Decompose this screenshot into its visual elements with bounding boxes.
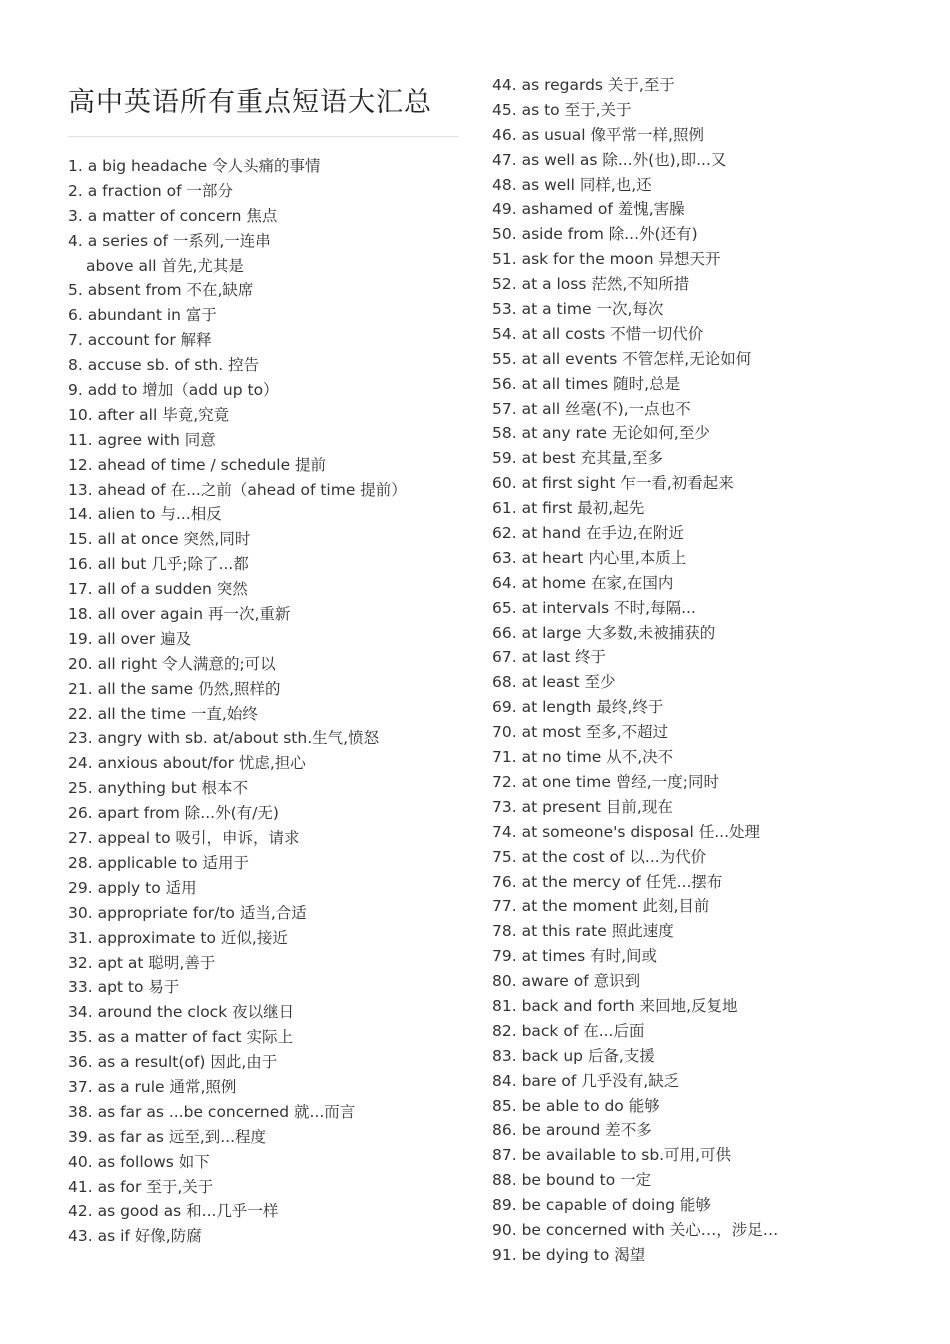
phrase-entry: 6. abundant in 富于	[68, 306, 217, 325]
phrase-entry: 81. back and forth 来回地,反复地	[492, 996, 738, 1015]
phrase-entry: 19. all over 遍及	[68, 629, 192, 648]
phrase-entry: 91. be dying to 渴望	[492, 1245, 646, 1264]
phrase-entry: 68. at least 至少	[492, 673, 616, 692]
phrase-entry: 4. a series of 一系列,一连串	[68, 231, 271, 250]
phrase-entry: 72. at one time 曾经,一度;同时	[492, 772, 719, 791]
phrase-entry: 44. as regards 关于,至于	[492, 76, 675, 94]
phrase-entry: 11. agree with 同意	[68, 430, 216, 449]
phrase-entry: 18. all over again 再一次,重新	[68, 605, 291, 624]
phrase-entry: 34. around the clock 夜以继日	[68, 1003, 295, 1022]
phrase-entry: 82. back of 在...后面	[492, 1021, 645, 1040]
phrase-entry: 60. at first sight 乍一看,初看起来	[492, 474, 734, 493]
phrase-entry: 56. at all times 随时,总是	[492, 374, 681, 393]
phrase-entry: 9. add to 增加（add up to）	[68, 381, 279, 400]
phrase-entry: 73. at present 目前,现在	[492, 797, 673, 816]
phrase-entry: 75. at the cost of 以...为代价	[492, 847, 707, 866]
phrase-entry: 30. appropriate for/to 适当,合适	[68, 903, 307, 922]
phrase-entry: 66. at large 大多数,未被捕获的	[492, 623, 716, 642]
phrase-entry: 67. at last 终于	[492, 648, 606, 667]
phrase-list-left	[68, 154, 478, 1249]
phrase-entry: 79. at times 有时,间或	[492, 947, 658, 966]
phrase-entry: 24. anxious about/for 忧虑,担心	[68, 754, 306, 773]
phrase-entry: 85. be able to do 能够	[492, 1096, 660, 1115]
phrase-entry: 12. ahead of time / schedule 提前	[68, 455, 327, 474]
phrase-entry: 57. at all 丝毫(不),一点也不	[492, 399, 691, 418]
phrase-entry: 1. a big headache 令人头痛的事情	[68, 157, 321, 175]
phrase-entry: 2. a fraction of 一部分	[68, 181, 233, 200]
phrase-entry: 69. at length 最终,终于	[492, 698, 664, 717]
phrase-entry: 29. apply to 适用	[68, 878, 197, 897]
phrase-entry: 63. at heart 内心里,本质上	[492, 548, 687, 567]
phrase-entry: 71. at no time 从不,决不	[492, 748, 674, 767]
phrase-entry: 17. all of a sudden 突然	[68, 580, 248, 599]
phrase-entry: 28. applicable to 适用于	[68, 853, 249, 872]
phrase-entry: 21. all the same 仍然,照样的	[68, 679, 281, 698]
phrase-entry: 22. all the time 一直,始终	[68, 704, 258, 723]
phrase-entry: 13. ahead of 在...之前（ahead of time 提前）	[68, 480, 407, 499]
phrase-entry: 86. be around 差不多	[492, 1121, 652, 1140]
phrase-entry: 59. at best 充其量,至多	[492, 449, 663, 468]
phrase-entry: 47. as well as 除...外(也),即...又	[492, 150, 727, 169]
phrase-entry: 83. back up 后备,支援	[492, 1046, 655, 1065]
phrase-entry: 54. at all costs 不惜一切代价	[492, 324, 704, 343]
phrase-entry: 88. be bound to 一定	[492, 1171, 652, 1190]
phrase-entry: 25. anything but 根本不	[68, 779, 249, 798]
phrase-entry: 27. appeal to 吸引，申诉，请求	[68, 829, 300, 848]
phrase-entry: 49. ashamed of 羞愧,害臊	[492, 200, 685, 219]
phrase-entry: 45. as to 至于,关于	[492, 100, 632, 119]
phrase-entry: 7. account for 解释	[68, 331, 212, 350]
phrase-entry: 38. as far as ...be concerned 就...而言	[68, 1102, 356, 1121]
phrase-entry: 61. at first 最初,起先	[492, 499, 645, 518]
phrase-entry: 50. aside from 除...外(还有)	[492, 225, 698, 244]
phrase-entry: 33. apt to 易于	[68, 978, 180, 997]
phrase-entry: 74. at someone's disposal 任...处理	[492, 822, 761, 841]
phrase-entry: 64. at home 在家,在国内	[492, 573, 674, 592]
phrase-entry: 53. at a time 一次,每次	[492, 300, 664, 319]
phrase-entry: 8. accuse sb. of sth. 控告	[68, 356, 260, 375]
phrase-entry: 36. as a result(of) 因此,由于	[68, 1053, 278, 1072]
title-divider	[68, 136, 458, 137]
phrase-entry: 41. as for 至于,关于	[68, 1177, 214, 1196]
phrase-entry: 16. all but 几乎;除了...都	[68, 555, 249, 574]
phrase-entry: 65. at intervals 不时,每隔...	[492, 598, 696, 617]
phrase-entry: 26. apart from 除...外(有/无)	[68, 804, 279, 823]
document-title: 高中英语所有重点短语大汇总	[68, 87, 432, 118]
phrase-entry: 77. at the moment 此刻,目前	[492, 897, 710, 916]
phrase-entry: 76. at the mercy of 任凭...摆布	[492, 872, 723, 891]
phrase-entry: 42. as good as 和...几乎一样	[68, 1202, 279, 1221]
phrase-entry: 3. a matter of concern 焦点	[68, 206, 278, 225]
phrase-entry: 5. absent from 不在,缺席	[68, 281, 254, 300]
phrase-entry: 20. all right 令人满意的;可以	[68, 654, 276, 673]
phrase-entry: 55. at all events 不管怎样,无论如何	[492, 349, 752, 368]
phrase-entry: above all 首先,尤其是	[86, 256, 244, 275]
phrase-entry: 51. ask for the moon 异想天开	[492, 250, 721, 269]
phrase-entry: 31. approximate to 近似,接近	[68, 928, 288, 947]
phrase-entry: 80. aware of 意识到	[492, 972, 641, 991]
phrase-entry: 46. as usual 像平常一样,照例	[492, 125, 704, 144]
phrase-entry: 90. be concerned with 关心…，涉足…	[492, 1220, 779, 1239]
phrase-entry: 84. bare of 几乎没有,缺乏	[492, 1071, 680, 1090]
phrase-entry: 70. at most 至多,不超过	[492, 723, 669, 742]
phrase-entry: 14. alien to 与...相反	[68, 505, 222, 524]
phrase-entry: 89. be capable of doing 能够	[492, 1196, 711, 1215]
phrase-entry: 32. apt at 聪明,善于	[68, 953, 216, 972]
phrase-list-right	[492, 73, 932, 1268]
phrase-entry: 10. after all 毕竟,究竟	[68, 405, 230, 424]
phrase-entry: 35. as a matter of fact 实际上	[68, 1028, 293, 1047]
phrase-entry: 39. as far as 远至,到...程度	[68, 1127, 267, 1146]
phrase-entry: 43. as if 好像,防腐	[68, 1227, 202, 1246]
phrase-entry: 40. as follows 如下	[68, 1152, 210, 1171]
phrase-entry: 37. as a rule 通常,照例	[68, 1077, 237, 1096]
phrase-entry: 87. be available to sb.可用,可供	[492, 1146, 732, 1165]
phrase-entry: 48. as well 同样,也,还	[492, 175, 652, 194]
phrase-entry: 58. at any rate 无论如何,至少	[492, 424, 710, 443]
phrase-entry: 62. at hand 在手边,在附近	[492, 524, 684, 543]
phrase-entry: 23. angry with sb. at/about sth.生气,愤怒	[68, 729, 380, 748]
phrase-entry: 15. all at once 突然,同时	[68, 530, 251, 549]
phrase-entry: 78. at this rate 照此速度	[492, 922, 674, 941]
phrase-entry: 52. at a loss 茫然,不知所措	[492, 275, 690, 294]
